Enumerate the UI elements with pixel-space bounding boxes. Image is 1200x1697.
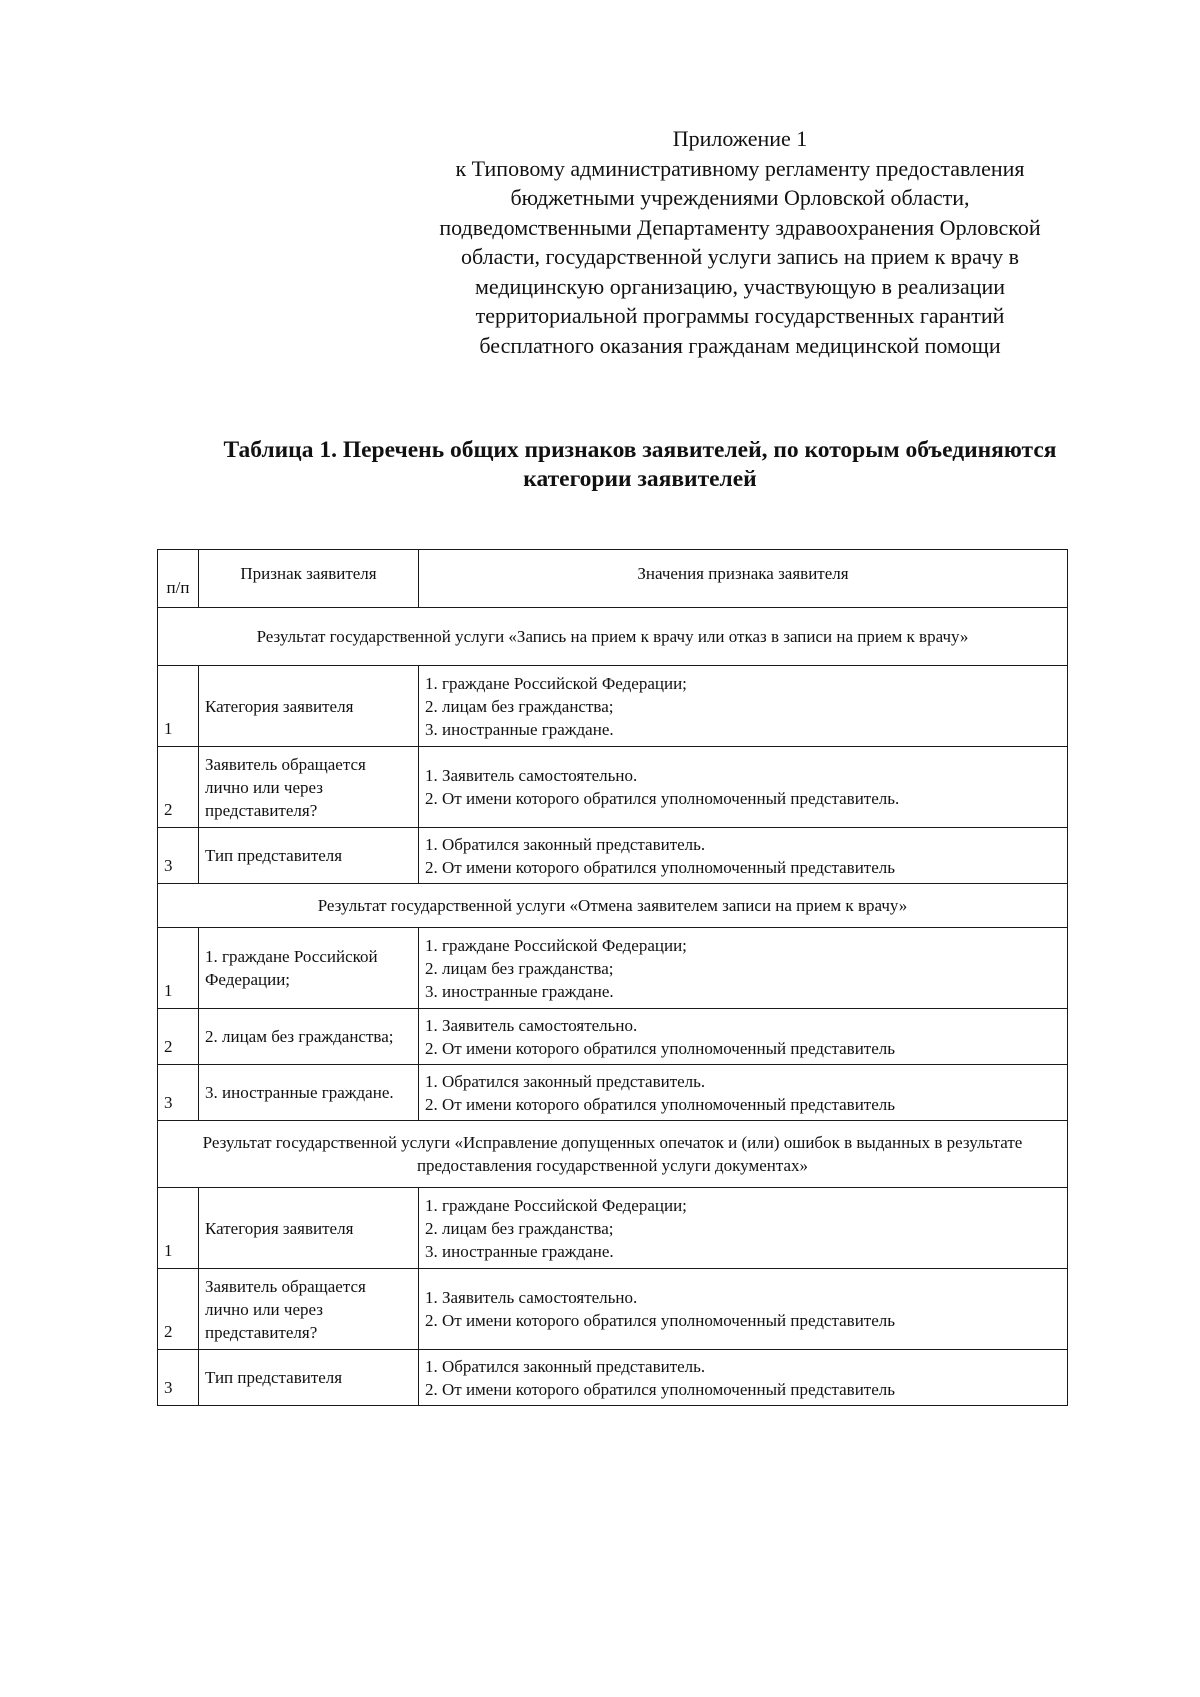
header-values: Значения признака заявителя [419, 550, 1068, 608]
appendix-heading [395, 124, 1085, 360]
value-line: 1. Заявитель самостоятельно. [425, 1288, 638, 1307]
value-line: 3. иностранные граждане. [425, 981, 614, 1001]
header-num: п/п [158, 550, 199, 608]
table-title-line: Таблица 1. Перечень общих признаков заявителей, по которым объединяются [223, 437, 1057, 463]
row-sign: Категория заявителя [199, 666, 419, 747]
value-line: 2. лицам без гражданства; [425, 696, 614, 716]
table-header-row [158, 550, 1068, 608]
section-title: Результат государственной услуги «Запись на прием к врачу или отказ в записи на прием к врачу» [158, 608, 1068, 666]
value-line: 1. Обратился законный представитель. [425, 834, 706, 854]
row-sign: 3. иностранные граждане. [199, 1065, 419, 1121]
row-values [419, 1188, 1068, 1269]
row-num: 2 [158, 1269, 199, 1350]
value-line: 2. От имени которого обратился уполномоченный представитель [425, 857, 895, 877]
appendix-line: подведомственными Департаменту здравоохранения Орловской [439, 214, 1041, 240]
value-line: 2. От имени которого обратился уполномоченный представитель. [425, 789, 900, 808]
row-values [419, 1065, 1068, 1121]
value-line: 1. Заявитель самостоятельно. [425, 766, 638, 785]
value-line: 2. лицам без гражданства; [425, 958, 614, 978]
value-line: 1. Обратился законный представитель. [425, 1356, 706, 1376]
appendix-line: области, государственной услуги запись на прием к врачу в [460, 244, 1020, 269]
row-num: 1 [158, 666, 199, 747]
value-line: 1. Обратился законный представитель. [425, 1071, 706, 1091]
value-line: 2. От имени которого обратился уполномоченный представитель [425, 1379, 895, 1399]
table-row [158, 1350, 1068, 1406]
appendix-line: бюджетными учреждениями Орловской области, [510, 185, 970, 210]
row-num: 3 [158, 828, 199, 884]
applicant-criteria-table [157, 549, 1068, 1406]
section-title: Результат государственной услуги «Исправление допущенных опечаток и (или) ошибок в выданных в результате предоставления государственной услуги документах» [158, 1121, 1068, 1188]
section-title: Результат государственной услуги «Отмена заявителем записи на прием к врачу» [158, 884, 1068, 928]
table-row [158, 1009, 1068, 1065]
appendix-line: бесплатного оказания гражданам медицинской помощи [479, 332, 1001, 358]
row-sign: Заявитель обращается лично или через представителя? [199, 1269, 419, 1350]
table-row [158, 1065, 1068, 1121]
table-row [158, 747, 1068, 828]
value-line: 1. граждане Российской Федерации; [425, 935, 687, 955]
header-sign: Признак заявителя [199, 550, 419, 608]
row-num: 2 [158, 1009, 199, 1065]
row-sign: 2. лицам без гражданства; [199, 1009, 419, 1065]
row-num: 1 [158, 1188, 199, 1269]
row-sign: 1. граждане Российской Федерации; [199, 928, 419, 1009]
table-title-line: категории заявителей [523, 466, 757, 492]
row-values [419, 1269, 1068, 1350]
value-line: 2. лицам без гражданства; [425, 1218, 614, 1238]
value-line: 1. граждане Российской Федерации; [425, 673, 687, 693]
table-row [158, 1188, 1068, 1269]
row-sign: Тип представителя [199, 828, 419, 884]
row-values [419, 666, 1068, 747]
row-num: 2 [158, 747, 199, 828]
row-values [419, 747, 1068, 828]
row-num: 3 [158, 1350, 199, 1406]
row-values [419, 928, 1068, 1009]
row-num: 3 [158, 1065, 199, 1121]
value-line: 2. От имени которого обратился уполномоченный представитель [425, 1038, 895, 1058]
row-values [419, 1009, 1068, 1065]
row-num: 1 [158, 928, 199, 1009]
table-row [158, 666, 1068, 747]
value-line: 3. иностранные граждане. [425, 719, 614, 739]
section-row [158, 608, 1068, 666]
row-values [419, 1350, 1068, 1406]
appendix-line: к Типовому административному регламенту предоставления [455, 155, 1025, 181]
appendix-line: территориальной программы государственных гарантий [475, 303, 1005, 328]
appendix-line: медицинскую организацию, участвующую в реализации [474, 273, 1006, 299]
value-line: 1. граждане Российской Федерации; [425, 1195, 687, 1215]
value-line: 3. иностранные граждане. [425, 1241, 614, 1261]
row-sign: Категория заявителя [199, 1188, 419, 1269]
row-sign: Заявитель обращается лично или через представителя? [199, 747, 419, 828]
value-line: 1. Заявитель самостоятельно. [425, 1015, 638, 1035]
appendix-line: Приложение 1 [672, 126, 808, 151]
section-row [158, 1121, 1068, 1188]
table-row [158, 828, 1068, 884]
row-sign: Тип представителя [199, 1350, 419, 1406]
table-row [158, 1269, 1068, 1350]
table-title [150, 436, 1130, 494]
value-line: 2. От имени которого обратился уполномоченный представитель [425, 1094, 895, 1114]
value-line: 2. От имени которого обратился уполномоченный представитель [425, 1311, 895, 1330]
section-row [158, 884, 1068, 928]
row-values [419, 828, 1068, 884]
table-row [158, 928, 1068, 1009]
